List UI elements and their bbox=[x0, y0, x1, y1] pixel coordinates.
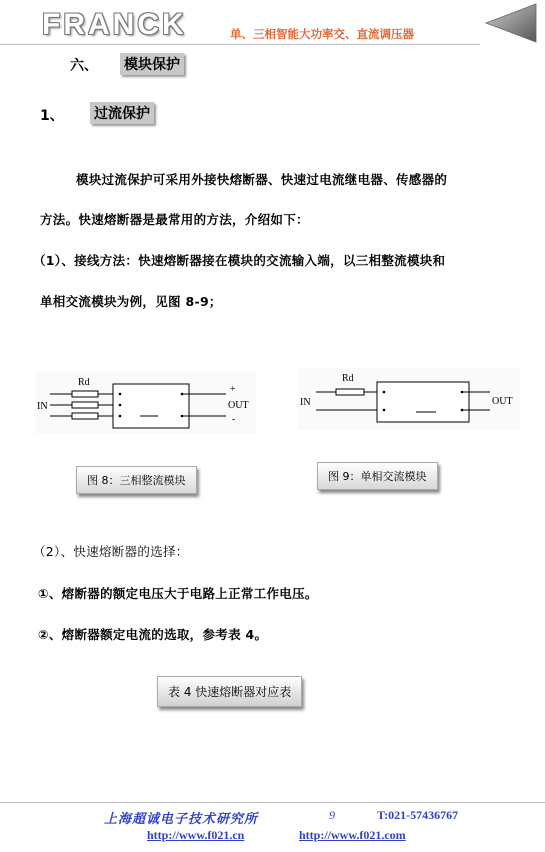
fig9-out-label: OUT bbox=[492, 396, 513, 407]
rectifier-module-box bbox=[113, 384, 189, 428]
header-subtitle: 单、三相智能大功率交、直流调压器 bbox=[230, 27, 414, 41]
fig9-rd-label: Rd bbox=[342, 373, 354, 384]
paragraph-fuse-selection: （2）、快速熔断器的选择： bbox=[33, 544, 189, 559]
section-number: 六、 bbox=[70, 58, 98, 74]
paragraph-wiring-line1: （1）、接线方法：快速熔断器接在模块的交流输入端，以三相整流模块和 bbox=[33, 253, 446, 268]
fig8-out-label: OUT bbox=[228, 400, 249, 411]
header-divider bbox=[0, 44, 480, 45]
footer-link-cn[interactable]: http://www.f021.cn bbox=[147, 828, 245, 842]
figure-8-caption: 图 8：三相整流模块 bbox=[76, 466, 197, 494]
fig9-in-label: IN bbox=[300, 397, 311, 408]
fig8-plus-label: + bbox=[230, 384, 236, 395]
figure-9-diagram bbox=[298, 368, 520, 430]
fig8-in-label: IN bbox=[37, 401, 48, 412]
footer-link-com[interactable]: http://www.f021.com bbox=[299, 828, 406, 842]
table-4-caption: 表 4 快速熔断器对应表 bbox=[157, 676, 302, 707]
section-title: 模块保护 bbox=[120, 53, 184, 75]
figure-9-caption: 图 9：单相交流模块 bbox=[317, 462, 438, 490]
subsection-title: 过流保护 bbox=[90, 102, 154, 124]
paragraph-rated-current: ②、熔断器额定电流的选取，参考表 4。 bbox=[38, 627, 268, 642]
paragraph-rated-voltage: ①、熔断器的额定电压大于电路上正常工作电压。 bbox=[38, 586, 318, 601]
footer-divider bbox=[0, 802, 545, 803]
paragraph-intro-line2: 方法。快速熔断器是最常用的方法，介绍如下： bbox=[40, 212, 309, 227]
fuse-rd-1 bbox=[72, 391, 98, 397]
fuse-rd bbox=[336, 389, 364, 395]
fig8-rd-label: Rd bbox=[78, 377, 90, 388]
fig8-minus-label: - bbox=[232, 414, 236, 425]
ac-module-box bbox=[377, 382, 469, 422]
back-arrow-icon[interactable] bbox=[484, 2, 540, 44]
footer-organization: 上海超诚电子技术研究所 bbox=[104, 812, 259, 827]
footer-telephone: T:021-57436767 bbox=[377, 808, 459, 822]
paragraph-wiring-line2: 单相交流模块为例，见图 8-9； bbox=[40, 294, 222, 309]
figure-8-diagram bbox=[36, 372, 256, 434]
fuse-rd-3 bbox=[72, 413, 98, 419]
page-number: 9 bbox=[329, 808, 335, 822]
brand-logo: FRANCK bbox=[42, 8, 187, 41]
paragraph-intro-line1: 模块过流保护可采用外接快熔断器、快速过电流继电器、传感器的 bbox=[76, 172, 448, 187]
subsection-number: 1、 bbox=[40, 108, 64, 124]
fuse-rd-2 bbox=[72, 402, 98, 408]
